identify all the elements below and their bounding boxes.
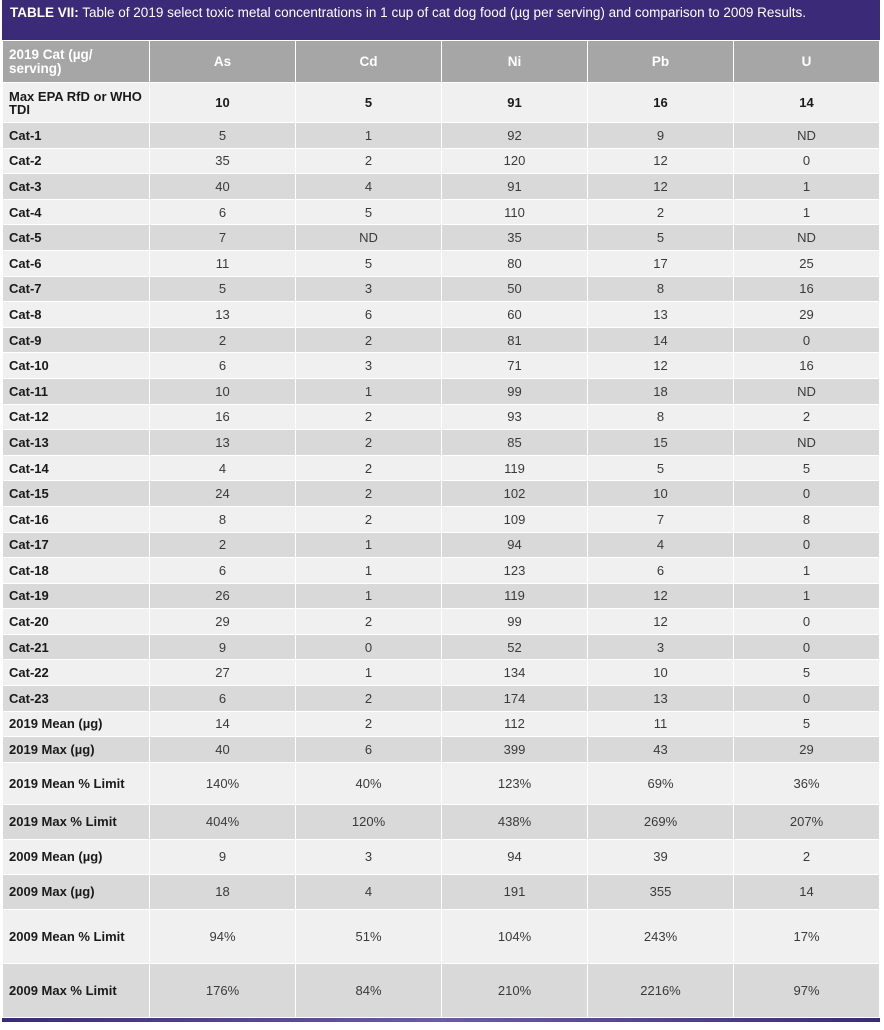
cell-cd: 3 — [296, 353, 442, 379]
table-row — [3, 481, 880, 507]
reference-label: Max EPA RfD or WHO TDI — [3, 83, 150, 123]
row-label: Cat-1 — [3, 123, 150, 149]
cell-u: 1 — [734, 199, 880, 225]
cell-u: 0 — [734, 634, 880, 660]
row-label: Cat-22 — [3, 660, 150, 686]
cell-u: 5 — [734, 455, 880, 481]
cell-as: 16 — [150, 404, 296, 430]
cell-ni: 35 — [442, 225, 588, 251]
cell-as: 2 — [150, 327, 296, 353]
cell-ni: 123 — [442, 558, 588, 584]
cell-as: 18 — [150, 874, 296, 909]
cell-cd: 2 — [296, 686, 442, 712]
cell-cd: 1 — [296, 660, 442, 686]
cell-pb: 355 — [588, 874, 734, 909]
cell-ni: 191 — [442, 874, 588, 909]
cell-as: 176% — [150, 963, 296, 1017]
cell-pb: 11 — [588, 711, 734, 737]
cell-cd: 3 — [296, 839, 442, 874]
cell-cd: 1 — [296, 558, 442, 584]
cell-cd: 2 — [296, 327, 442, 353]
cell-u: 16 — [734, 276, 880, 302]
cell-u: 0 — [734, 148, 880, 174]
cell-ni: 91 — [442, 174, 588, 200]
cell-pb: 10 — [588, 481, 734, 507]
cell-cd: 2 — [296, 455, 442, 481]
cell-ni: 50 — [442, 276, 588, 302]
cell-u: 16 — [734, 353, 880, 379]
cell-as: 6 — [150, 686, 296, 712]
caption-lead: TABLE VII: — [10, 5, 79, 20]
cell-pb: 12 — [588, 148, 734, 174]
cell-u: 5 — [734, 660, 880, 686]
table-row — [3, 225, 880, 251]
cell-ni: 99 — [442, 609, 588, 635]
cell-as: 5 — [150, 276, 296, 302]
cell-cd: 5 — [296, 250, 442, 276]
cell-pb: 12 — [588, 609, 734, 635]
table-row — [3, 123, 880, 149]
cell-ni: 85 — [442, 430, 588, 456]
cell-as: 27 — [150, 660, 296, 686]
cell-pb: 13 — [588, 302, 734, 328]
table-row — [3, 378, 880, 404]
row-label: Cat-5 — [3, 225, 150, 251]
row-label: 2019 Mean (µg) — [3, 711, 150, 737]
table-row — [3, 353, 880, 379]
caption-text: Table of 2019 select toxic metal concentrations in 1 cup of cat dog food (µg per serving) and comparison to 2009 Results. — [82, 5, 806, 20]
table-row — [3, 455, 880, 481]
row-label: Cat-15 — [3, 481, 150, 507]
cell-as: 6 — [150, 558, 296, 584]
cell-as: 29 — [150, 609, 296, 635]
table-row — [3, 762, 880, 804]
cell-pb: 8 — [588, 276, 734, 302]
table-row — [3, 558, 880, 584]
cell-pb: 12 — [588, 174, 734, 200]
cell-as: 7 — [150, 225, 296, 251]
row-label: 2019 Max % Limit — [3, 804, 150, 839]
cell-u: ND — [734, 123, 880, 149]
cell-pb: 14 — [588, 327, 734, 353]
row-label: Cat-2 — [3, 148, 150, 174]
table-row — [3, 909, 880, 963]
cell-pb: 5 — [588, 225, 734, 251]
cell-u: 0 — [734, 686, 880, 712]
table-row — [3, 634, 880, 660]
cell-cd: 1 — [296, 583, 442, 609]
cell-cd: 84% — [296, 963, 442, 1017]
table-caption — [2, 0, 880, 40]
table-row — [3, 660, 880, 686]
cell-ni: 71 — [442, 353, 588, 379]
cell-ni: 60 — [442, 302, 588, 328]
cell-cd: 2 — [296, 430, 442, 456]
table-row — [3, 583, 880, 609]
cell-u: 29 — [734, 737, 880, 763]
table-row — [3, 532, 880, 558]
cell-u: ND — [734, 430, 880, 456]
cell-as: 13 — [150, 430, 296, 456]
table-row — [3, 737, 880, 763]
row-label: Cat-3 — [3, 174, 150, 200]
cell-u: 0 — [734, 481, 880, 507]
cell-cd: 5 — [296, 199, 442, 225]
header-cell-pb: Pb — [588, 41, 734, 83]
row-label: Cat-11 — [3, 378, 150, 404]
cell-u: 97% — [734, 963, 880, 1017]
cell-as: 13 — [150, 302, 296, 328]
cell-cd: 51% — [296, 909, 442, 963]
cell-as: 40 — [150, 737, 296, 763]
cell-ni: 102 — [442, 481, 588, 507]
row-label: 2009 Max (µg) — [3, 874, 150, 909]
cell-cd: 120% — [296, 804, 442, 839]
cell-ni: 399 — [442, 737, 588, 763]
cell-ni: 94 — [442, 532, 588, 558]
cell-u: 2 — [734, 404, 880, 430]
cell-as: 10 — [150, 378, 296, 404]
cell-u: 1 — [734, 558, 880, 584]
table-row — [3, 686, 880, 712]
cell-cd: 2 — [296, 404, 442, 430]
cell-ni: 438% — [442, 804, 588, 839]
cell-as: 5 — [150, 123, 296, 149]
cell-ni: 119 — [442, 583, 588, 609]
table-row — [3, 404, 880, 430]
table-row — [3, 839, 880, 874]
cell-pb: 6 — [588, 558, 734, 584]
table-row — [3, 250, 880, 276]
header-cell-sample: 2019 Cat (µg/ serving) — [3, 41, 150, 83]
cell-u: 2 — [734, 839, 880, 874]
row-label: Cat-7 — [3, 276, 150, 302]
cell-u: 0 — [734, 609, 880, 635]
cell-cd: 2 — [296, 148, 442, 174]
cell-cd: 1 — [296, 532, 442, 558]
table-row — [3, 199, 880, 225]
cell-cd: 2 — [296, 506, 442, 532]
cell-as: 8 — [150, 506, 296, 532]
cell-u: 5 — [734, 711, 880, 737]
cell-ni: 123% — [442, 762, 588, 804]
reference-value-pb: 16 — [588, 83, 734, 123]
toxic-metals-table — [2, 40, 880, 1018]
cell-u: 1 — [734, 174, 880, 200]
header-row — [3, 41, 880, 83]
cell-ni: 92 — [442, 123, 588, 149]
cell-cd: ND — [296, 225, 442, 251]
row-label: Cat-19 — [3, 583, 150, 609]
row-label: 2009 Max % Limit — [3, 963, 150, 1017]
table-row — [3, 174, 880, 200]
cell-pb: 18 — [588, 378, 734, 404]
table-body — [3, 83, 880, 1018]
cell-u: 207% — [734, 804, 880, 839]
cell-cd: 0 — [296, 634, 442, 660]
cell-as: 6 — [150, 199, 296, 225]
cell-cd: 2 — [296, 609, 442, 635]
cell-ni: 52 — [442, 634, 588, 660]
table-container — [2, 0, 880, 1022]
reference-value-u: 14 — [734, 83, 880, 123]
table-row — [3, 804, 880, 839]
cell-pb: 8 — [588, 404, 734, 430]
cell-u: 25 — [734, 250, 880, 276]
reference-value-cd: 5 — [296, 83, 442, 123]
row-label: Cat-17 — [3, 532, 150, 558]
reference-row — [3, 83, 880, 123]
cell-ni: 174 — [442, 686, 588, 712]
header-cell-as: As — [150, 41, 296, 83]
row-label: Cat-21 — [3, 634, 150, 660]
cell-cd: 6 — [296, 302, 442, 328]
cell-pb: 10 — [588, 660, 734, 686]
row-label: 2009 Mean % Limit — [3, 909, 150, 963]
cell-cd: 3 — [296, 276, 442, 302]
row-label: Cat-18 — [3, 558, 150, 584]
cell-cd: 4 — [296, 874, 442, 909]
cell-cd: 2 — [296, 481, 442, 507]
cell-as: 404% — [150, 804, 296, 839]
cell-pb: 12 — [588, 353, 734, 379]
cell-u: ND — [734, 378, 880, 404]
cell-cd: 6 — [296, 737, 442, 763]
table-row — [3, 430, 880, 456]
cell-as: 94% — [150, 909, 296, 963]
cell-pb: 43 — [588, 737, 734, 763]
cell-as: 26 — [150, 583, 296, 609]
table-row — [3, 148, 880, 174]
table-row — [3, 963, 880, 1017]
table-row — [3, 302, 880, 328]
cell-ni: 119 — [442, 455, 588, 481]
cell-pb: 39 — [588, 839, 734, 874]
row-label: Cat-23 — [3, 686, 150, 712]
cell-as: 14 — [150, 711, 296, 737]
table-row — [3, 276, 880, 302]
cell-ni: 110 — [442, 199, 588, 225]
row-label: 2009 Mean (µg) — [3, 839, 150, 874]
cell-ni: 109 — [442, 506, 588, 532]
cell-as: 9 — [150, 634, 296, 660]
cell-ni: 134 — [442, 660, 588, 686]
cell-u: 1 — [734, 583, 880, 609]
row-label: Cat-9 — [3, 327, 150, 353]
header-cell-u: U — [734, 41, 880, 83]
cell-pb: 69% — [588, 762, 734, 804]
row-label: Cat-8 — [3, 302, 150, 328]
cell-ni: 99 — [442, 378, 588, 404]
row-label: Cat-14 — [3, 455, 150, 481]
cell-cd: 1 — [296, 378, 442, 404]
cell-cd: 4 — [296, 174, 442, 200]
row-label: Cat-4 — [3, 199, 150, 225]
cell-cd: 2 — [296, 711, 442, 737]
cell-u: 29 — [734, 302, 880, 328]
cell-pb: 2 — [588, 199, 734, 225]
cell-ni: 210% — [442, 963, 588, 1017]
header-cell-ni: Ni — [442, 41, 588, 83]
cell-as: 4 — [150, 455, 296, 481]
cell-ni: 80 — [442, 250, 588, 276]
cell-pb: 269% — [588, 804, 734, 839]
row-label: Cat-6 — [3, 250, 150, 276]
cell-u: ND — [734, 225, 880, 251]
cell-u: 0 — [734, 532, 880, 558]
cell-u: 0 — [734, 327, 880, 353]
cell-ni: 93 — [442, 404, 588, 430]
cell-pb: 2216% — [588, 963, 734, 1017]
cell-cd: 40% — [296, 762, 442, 804]
cell-pb: 15 — [588, 430, 734, 456]
cell-pb: 9 — [588, 123, 734, 149]
row-label: 2019 Max (µg) — [3, 737, 150, 763]
cell-pb: 3 — [588, 634, 734, 660]
cell-cd: 1 — [296, 123, 442, 149]
row-label: Cat-12 — [3, 404, 150, 430]
cell-as: 11 — [150, 250, 296, 276]
cell-ni: 112 — [442, 711, 588, 737]
cell-ni: 94 — [442, 839, 588, 874]
row-label: Cat-16 — [3, 506, 150, 532]
cell-ni: 81 — [442, 327, 588, 353]
cell-u: 36% — [734, 762, 880, 804]
cell-u: 14 — [734, 874, 880, 909]
cell-as: 24 — [150, 481, 296, 507]
header-cell-cd: Cd — [296, 41, 442, 83]
cell-as: 9 — [150, 839, 296, 874]
cell-u: 8 — [734, 506, 880, 532]
row-label: Cat-10 — [3, 353, 150, 379]
cell-as: 6 — [150, 353, 296, 379]
table-row — [3, 327, 880, 353]
cell-pb: 13 — [588, 686, 734, 712]
cell-pb: 5 — [588, 455, 734, 481]
cell-ni: 120 — [442, 148, 588, 174]
table-row — [3, 609, 880, 635]
cell-as: 2 — [150, 532, 296, 558]
cell-pb: 7 — [588, 506, 734, 532]
row-label: Cat-13 — [3, 430, 150, 456]
reference-value-as: 10 — [150, 83, 296, 123]
row-label: Cat-20 — [3, 609, 150, 635]
bottom-accent-bar — [2, 1018, 880, 1022]
cell-ni: 104% — [442, 909, 588, 963]
cell-u: 17% — [734, 909, 880, 963]
cell-pb: 4 — [588, 532, 734, 558]
table-row — [3, 711, 880, 737]
cell-pb: 17 — [588, 250, 734, 276]
reference-value-ni: 91 — [442, 83, 588, 123]
cell-as: 40 — [150, 174, 296, 200]
cell-as: 35 — [150, 148, 296, 174]
table-row — [3, 874, 880, 909]
cell-pb: 243% — [588, 909, 734, 963]
table-row — [3, 506, 880, 532]
cell-as: 140% — [150, 762, 296, 804]
cell-pb: 12 — [588, 583, 734, 609]
row-label: 2019 Mean % Limit — [3, 762, 150, 804]
